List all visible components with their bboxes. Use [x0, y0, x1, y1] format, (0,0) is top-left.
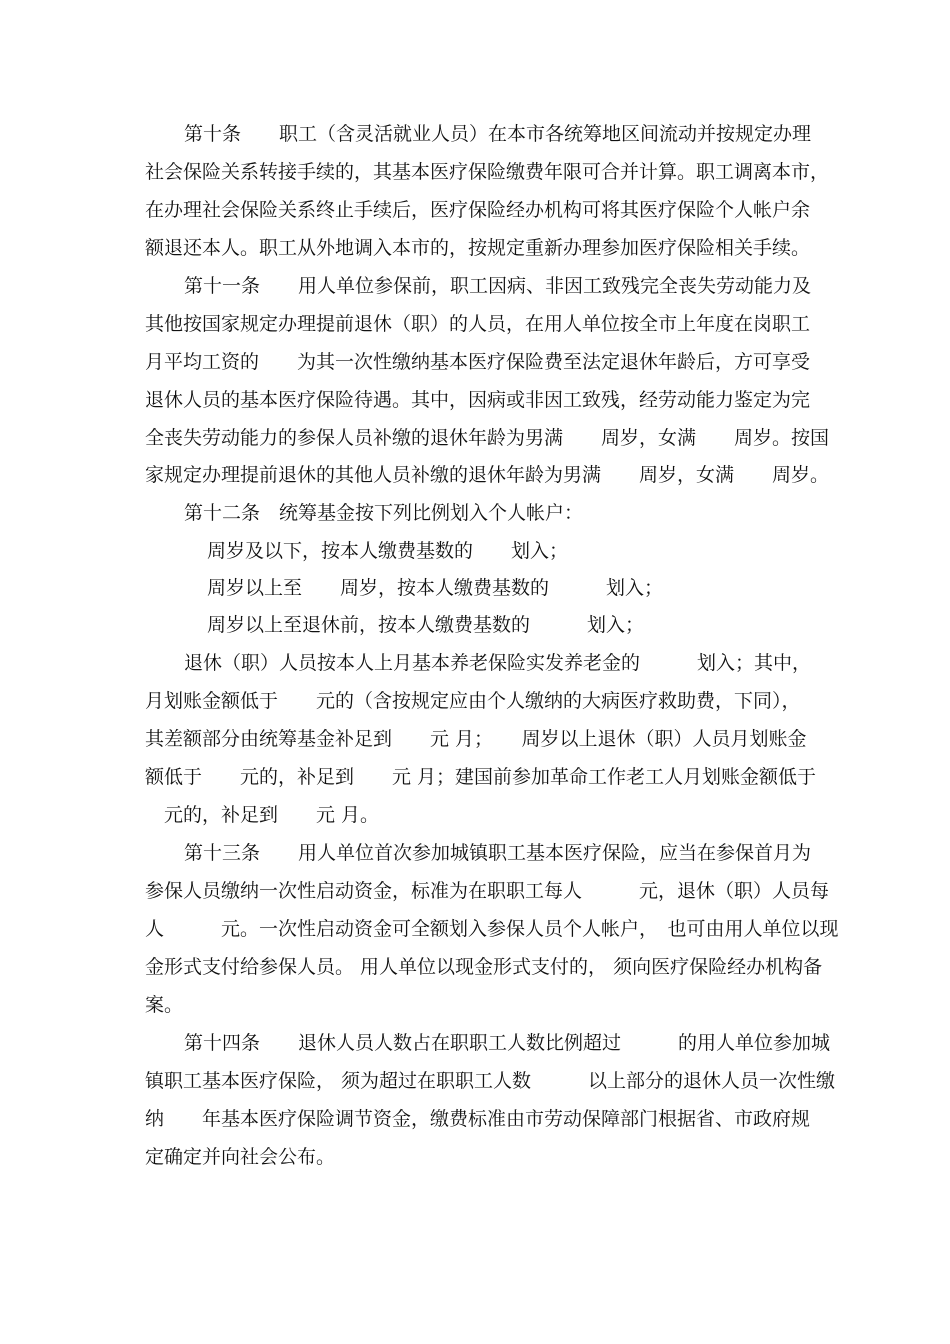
text-line: 纳 年基本医疗保险调节资金，缴费标准由市劳动保障部门根据省、市政府规: [145, 1108, 811, 1130]
text-line: 第十一条 用人单位参保前，职工因病、非因工致残完全丧失劳动能力及: [184, 275, 812, 297]
text-line: 周岁及以下，按本人缴费基数的 划入；: [207, 540, 569, 562]
text-line: 元的，补足到 元 月。: [164, 804, 380, 826]
text-line: 额退还本人。职工从外地调入本市的，按规定重新办理参加医疗保险相关手续。: [145, 237, 811, 259]
text-line: 退休人员的基本医疗保险待遇。其中，因病或非因工致残，经劳动能力鉴定为完: [145, 389, 811, 411]
text-line: 第十条 职工（含灵活就业人员）在本市各统筹地区间流动并按规定办理: [184, 123, 812, 145]
text-line: 月平均工资的 为其一次性缴纳基本医疗保险费至法定退休年龄后，方可享受: [145, 351, 811, 373]
text-line: 在办理社会保险关系终止手续后，医疗保险经办机构可将其医疗保险个人帐户余: [145, 199, 811, 221]
text-line: 周岁以上至 周岁，按本人缴费基数的 划入；: [207, 577, 664, 599]
text-line: 定确定并向社会公布。: [145, 1146, 336, 1168]
text-line: 第十二条 统筹基金按下列比例划入个人帐户：: [184, 502, 584, 524]
text-line: 参保人员缴纳一次性启动资金，标准为在职职工每人 元，退休（职）人员每: [145, 880, 830, 902]
text-line: 月划账金额低于 元的（含按规定应由个人缴纳的大病医疗救助费，下同），: [145, 690, 801, 712]
text-line: 案。: [145, 994, 184, 1016]
text-line: 社会保险关系转接手续的，其基本医疗保险缴费年限可合并计算。职工调离本市，: [145, 161, 830, 183]
text-line: 额低于 元的，补足到 元 月；建国前参加革命工作老工人月划账金额低于: [145, 766, 817, 788]
text-line: 第十三条 用人单位首次参加城镇职工基本医疗保险，应当在参保首月为: [184, 842, 812, 864]
text-line: 镇职工基本医疗保险， 须为超过在职职工人数 以上部分的退休人员一次性缴: [145, 1070, 836, 1092]
text-line: 其他按国家规定办理提前退休（职）的人员，在用人单位按全市上年度在岗职工: [145, 313, 811, 335]
text-line: 退休（职）人员按本人上月基本养老保险实发养老金的 划入；其中，: [184, 652, 812, 674]
text-line: 全丧失劳动能力的参保人员补缴的退休年龄为男满 周岁，女满 周岁。按国: [145, 427, 830, 449]
text-line: 周岁以上至退休前，按本人缴费基数的 划入；: [207, 614, 645, 636]
text-line: 家规定办理提前退休的其他人员补缴的退休年龄为男满 周岁，女满 周岁。: [145, 464, 830, 486]
text-line: 人 元。一次性启动资金可全额划入参保人员个人帐户， 也可由用人单位以现: [145, 918, 839, 940]
text-line: 其差额部分由统筹基金补足到 元 月； 周岁以上退休（职）人员月划账金: [145, 728, 807, 750]
text-line: 第十四条 退休人员人数占在职职工人数比例超过 的用人单位参加城: [184, 1032, 831, 1054]
text-line: 金形式支付给参保人员。 用人单位以现金形式支付的， 须向医疗保险经办机构备: [145, 956, 823, 978]
